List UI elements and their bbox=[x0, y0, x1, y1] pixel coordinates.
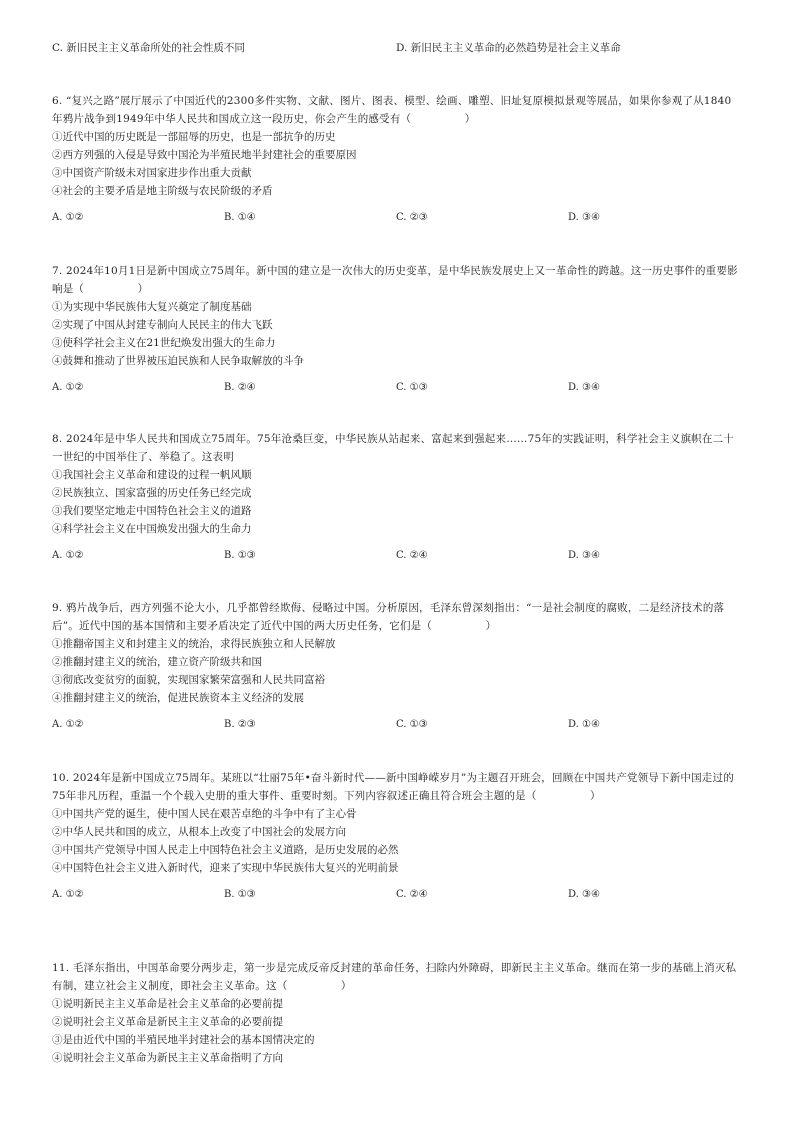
statement-item: ②西方列强的入侵是导致中国沦为半殖民地半封建社会的重要原因 bbox=[52, 149, 357, 161]
statement-list bbox=[52, 298, 742, 370]
option-d: D. 新旧民主主义革命的必然趋势是社会主义革命 bbox=[396, 42, 621, 54]
question-8 bbox=[52, 430, 742, 566]
answer-options bbox=[52, 212, 742, 228]
statement-item: ①近代中国的历史既是一部屈辱的历史，也是一部抗争的历史 bbox=[52, 131, 336, 143]
statement-item: ④推翻封建主义的统治，促进民族资本主义经济的发展 bbox=[52, 692, 304, 704]
option-b: B. ②③ bbox=[224, 719, 256, 730]
question-stem: 9. 鸦片战争后，西方列强不论大小，几乎都曾经欺侮、侵略过中国。分析原因，毛泽东曾深刻指出：“一是社会制度的腐败，二是经济技术的落后”。近代中国的基本国情和主要矛盾决定了近代中国的两大历史任务，它们是（ ） bbox=[52, 602, 725, 632]
question-stem: 10. 2024年是新中国成立75周年。某班以“壮丽75年•奋斗新时代——新中国峥嵘岁月”为主题召开班会，回顾在中国共产党领导下新中国走过的75年非凡历程，重温一个个载入史册的重大事件、重要时刻。下列内容叙述正确且符合班会主题的是（ ） bbox=[52, 772, 734, 802]
statement-item: ④中国特色社会主义进入新时代，迎来了实现中华民族伟大复兴的光明前景 bbox=[52, 862, 399, 874]
statement-item: ④科学社会主义在中国焕发出强大的生命力 bbox=[52, 523, 252, 535]
question-10 bbox=[52, 769, 742, 905]
option-a: A. ①② bbox=[52, 719, 84, 730]
option-d: D. ③④ bbox=[568, 212, 600, 223]
option-a: A. ①② bbox=[52, 212, 84, 223]
option-c: C. 新旧民主主义革命所处的社会性质不同 bbox=[52, 42, 245, 54]
option-c: C. ①③ bbox=[396, 382, 428, 393]
statement-list bbox=[52, 805, 742, 877]
option-b: B. ①③ bbox=[224, 550, 256, 561]
answer-options bbox=[52, 382, 742, 398]
option-d: D. ①④ bbox=[568, 719, 600, 730]
statement-item: ①中国共产党的诞生，使中国人民在艰苦卓绝的斗争中有了主心骨 bbox=[52, 808, 357, 820]
statement-item: ①说明新民主主义革命是社会主义革命的必要前提 bbox=[52, 998, 283, 1010]
statement-item: ②推翻封建主义的统治，建立资产阶级共和国 bbox=[52, 656, 262, 668]
option-a: A. ①② bbox=[52, 889, 84, 900]
statement-item: ③彻底改变贫穷的面貌，实现国家繁荣富强和人民共同富裕 bbox=[52, 674, 325, 686]
statement-item: ①推翻帝国主义和封建主义的统治，求得民族独立和人民解放 bbox=[52, 638, 336, 650]
option-d: D. ③④ bbox=[568, 889, 600, 900]
statement-item: ④鼓舞和推动了世界被压迫民族和人民争取解放的斗争 bbox=[52, 355, 304, 367]
statement-list bbox=[52, 466, 742, 538]
statement-list bbox=[52, 635, 742, 707]
statement-item: ④说明社会主义革命为新民主主义革命指明了方向 bbox=[52, 1052, 283, 1064]
statement-item: ③我们要坚定地走中国特色社会主义的道路 bbox=[52, 505, 252, 517]
option-c: C. ②④ bbox=[396, 550, 428, 561]
option-c: C. ②④ bbox=[396, 889, 428, 900]
option-c: C. ①③ bbox=[396, 719, 428, 730]
question-7 bbox=[52, 262, 742, 398]
option-b: B. ①④ bbox=[224, 212, 256, 223]
statement-item: ③使科学社会主义在21世纪焕发出强大的生命力 bbox=[52, 337, 276, 349]
option-a: A. ①② bbox=[52, 550, 84, 561]
statement-item: ③中国共产党领导中国人民走上中国特色社会主义道路，是历史发展的必然 bbox=[52, 844, 399, 856]
answer-options bbox=[52, 550, 742, 566]
statement-item: ③是由近代中国的半殖民地半封建社会的基本国情决定的 bbox=[52, 1034, 315, 1046]
previous-question-options bbox=[52, 40, 752, 56]
statement-list bbox=[52, 995, 742, 1067]
answer-options bbox=[52, 889, 742, 905]
option-b: B. ①③ bbox=[224, 889, 256, 900]
question-stem: 8. 2024年是中华人民共和国成立75周年。75年沧桑巨变，中华民族从站起来、富起来到强起来……75年的实践证明，科学社会主义旗帜在二十一世纪的中国举住了、举稳了。这表明 bbox=[52, 433, 734, 463]
statement-item: ④社会的主要矛盾是地主阶级与农民阶级的矛盾 bbox=[52, 185, 273, 197]
option-a: A. ①② bbox=[52, 382, 84, 393]
option-b: B. ②④ bbox=[224, 382, 256, 393]
question-stem: 6. “复兴之路”展厅展示了中国近代的2300多件实物、文献、图片、图表、模型、绘画、雕塑、旧址复原模拟景观等展品，如果你参观了从1840年鸦片战争到1949年中华人民共和国成立这一段历史，你会产生的感受有（ ） bbox=[52, 95, 732, 125]
question-stem: 11. 毛泽东指出，中国革命要分两步走，第一步是完成反帝反封建的革命任务，扫除内外障碍，即新民主主义革命。继而在第一步的基础上消灭私有制，建立社会主义制度，即社会主义革命。这（ ） bbox=[52, 962, 737, 992]
question-stem: 7. 2024年10月1日是新中国成立75周年。新中国的建立是一次伟大的历史变革，是中华民族发展史上又一革命性的跨越。这一历史事件的重要影响是（ ） bbox=[52, 265, 738, 295]
question-6 bbox=[52, 92, 742, 228]
statement-item: ①我国社会主义革命和建设的过程一帆风顺 bbox=[52, 469, 252, 481]
statement-item: ②民族独立、国家富强的历史任务已经完成 bbox=[52, 487, 252, 499]
statement-item: ③中国资产阶级未对国家进步作出重大贡献 bbox=[52, 167, 252, 179]
option-d: D. ③④ bbox=[568, 382, 600, 393]
question-9 bbox=[52, 599, 742, 735]
answer-options bbox=[52, 719, 742, 735]
option-c: C. ②③ bbox=[396, 212, 428, 223]
statement-item: ②说明社会主义革命是新民主主义革命的必要前提 bbox=[52, 1016, 283, 1028]
question-11 bbox=[52, 959, 742, 1067]
statement-item: ②实现了中国从封建专制向人民民主的伟大飞跃 bbox=[52, 319, 273, 331]
statement-list bbox=[52, 128, 742, 200]
statement-item: ①为实现中华民族伟大复兴奠定了制度基础 bbox=[52, 301, 252, 313]
statement-item: ②中华人民共和国的成立，从根本上改变了中国社会的发展方向 bbox=[52, 826, 346, 838]
option-d: D. ③④ bbox=[568, 550, 600, 561]
